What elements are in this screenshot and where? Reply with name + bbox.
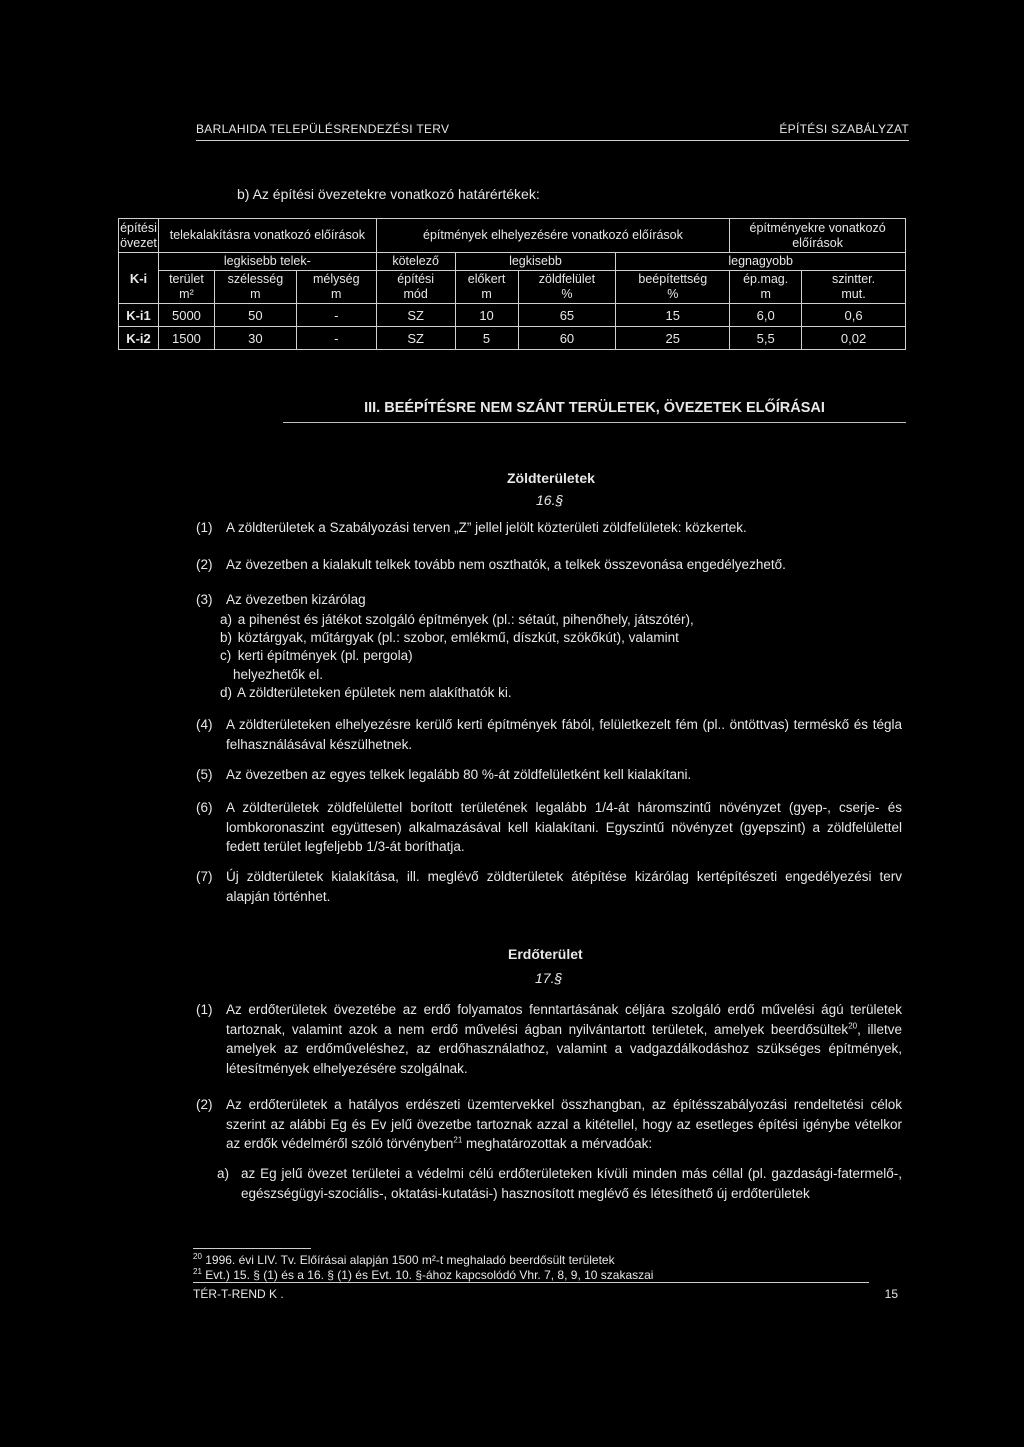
header-right: ÉPÍTÉSI SZABÁLYZAT xyxy=(779,122,909,136)
zold-point-7: (7) Új zöldterületek kialakítása, ill. meglévő zöldterületek átépítése kizárólag kertépítészeti engedélyezési terv alapján történhet. xyxy=(196,869,902,904)
erdo-paragraph-number: 17.§ xyxy=(535,970,563,986)
zold-point-4: (4) A zöldterületeken elhelyezésre kerülő kerti építmények fából, felületkezelt fém (pl.. öntöttvas) terméskő és tégla felhasználásával készülhetnek. xyxy=(196,717,902,752)
footnote-separator xyxy=(193,1248,311,1249)
zold-point-2: (2) Az övezetben a kialakult telkek tovább nem oszthatók, a telkek összevonása engedélyezhető. xyxy=(196,557,786,572)
footer-left: TÉR-T-REND K . xyxy=(193,1287,284,1301)
col-header: előkert m xyxy=(455,271,518,304)
zone-code: K-i xyxy=(119,253,159,304)
col-header: szélesség m xyxy=(214,271,296,304)
col-header: szintter. mut. xyxy=(802,271,906,304)
zold-point-3c: c) kerti építmények (pl. pergola) xyxy=(220,648,413,663)
page-number: 15 xyxy=(884,1287,898,1301)
page-footer xyxy=(193,1287,898,1301)
erdo-point-2a: a) az Eg jelű övezet területei a védelmi célú erdőterületeken kívüli minden más céllal (pl. gazdasági-fatermelő-, egészségügyi-szociális-, oktatási-kutatási-) hasznosított meglévő és létesíthető új erdőterületek xyxy=(217,1166,902,1201)
zone-header: építési övezet xyxy=(119,219,159,253)
zold-point-5: (5) Az övezetben az egyes telkek legalább 80 %-át zöldfelületként kell kialakítani. xyxy=(196,767,692,782)
sub-legnagyobb: legnagyobb xyxy=(616,253,906,271)
zold-point-3a: a) a pihenést és játékot szolgáló építmények (pl.: sétaút, pihenőhely, játszótér), xyxy=(220,612,694,627)
zold-point-1: (1) A zöldterületek a Szabályozási terven „Z” jellel jelölt közterületi zöldfelületek: közkertek. xyxy=(196,520,747,535)
zold-point-3b: b) köztárgyak, műtárgyak (pl.: szobor, emlékmű, díszkút, szökőkút), valamint xyxy=(220,630,679,645)
erdo-point-1: (1) Az erdőterületek övezetébe az erdő folyamatos fenntartásának céljára szolgáló erdő művelési ágú területek tartoznak, valamint azok a nem erdő művelési ágban nyilvántartott területek, amelyek beerdősültek$^{20}$, illetve amelyek az erdőműveléshez, az erdőhasználathoz, valamint a vadgazdálkodáshoz szükséges építmények, létesítmények elhelyezésére szolgálnak. xyxy=(196,1002,902,1076)
section-heading: III. BEÉPÍTÉSRE NEM SZÁNT TERÜLETEK, ÖVEZETEK ELŐÍRÁSAI xyxy=(283,400,906,423)
col-header: mélység m xyxy=(296,271,376,304)
zold-paragraph-number: 16.§ xyxy=(536,492,564,508)
group-epitmeny: építményekre vonatkozó előírások xyxy=(730,219,906,253)
zold-point-3: (3) Az övezetben kizárólag xyxy=(196,592,366,607)
table-row: K-i2 1500 30 - SZ 5 60 25 5,5 0,02 xyxy=(119,327,906,350)
erdo-title: Erdőterület xyxy=(508,946,583,962)
zold-point-3d: d) A zöldterületeken épületek nem alakíthatók ki. xyxy=(220,685,512,700)
zold-point-3-closing: helyezhetők el. xyxy=(233,667,324,682)
table-row: K-i1 5000 50 - SZ 10 65 15 6,0 0,6 xyxy=(119,304,906,327)
col-header: terület m² xyxy=(158,271,214,304)
erdo-point-2: (2) Az erdőterületek a hatályos erdészeti üzemtervekkel összhangban, az építésszabályozási rendeltetési célok szerint az alábbi Eg és Ev jelű övezetbe tartoznak azzal a kitétellel, hogy az esetleges építési igénybe vételkor az erdők védelméről szóló törvényben$^{21}$ meghatározottak a mérvadóak: xyxy=(196,1097,902,1151)
table-intro: b) Az építési övezetekre vonatkozó határértékek: xyxy=(237,186,540,202)
page-header xyxy=(196,120,909,141)
group-telek: telekalakításra vonatkozó előírások xyxy=(158,219,376,253)
footnote-20: $^{20}$ 1996. évi LIV. Tv. Előírásai alapján 1500 m²-t meghaladó beerdősült területek xyxy=(193,1252,615,1267)
sub-legkisebb: legkisebb xyxy=(455,253,616,271)
col-header: építési mód xyxy=(376,271,455,304)
header-left: BARLAHIDA TELEPÜLÉSRENDEZÉSI TERV xyxy=(196,122,450,136)
sub-legkisebb-telek: legkisebb telek- xyxy=(158,253,376,271)
zold-title: Zöldterületek xyxy=(507,470,595,486)
col-header: ép.mag. m xyxy=(730,271,802,304)
limits-table xyxy=(118,218,906,350)
footnote-21: $^{21}$ Evt.) 15. § (1) és a 16. § (1) és Evt. 10. §-ához kapcsolódó Vhr. 7, 8, 9, 10 szakaszai xyxy=(193,1267,654,1282)
footer-rule xyxy=(193,1282,869,1283)
col-header: beépítettség % xyxy=(616,271,730,304)
group-elhelyezes: építmények elhelyezésére vonatkozó előírások xyxy=(376,219,730,253)
sub-kotelezo: kötelező xyxy=(376,253,455,271)
col-header: zöldfelület % xyxy=(518,271,616,304)
zold-point-6: (6) A zöldterületek zöldfelülettel borított területének legalább 1/4-át háromszintű növényzet (gyep-, cserje- és lombkoronaszint együttesen) alkalmazásával kell kialakítani. Egyszintű növényzet (gyepszint) a zöldfelülettel fedett terület legfeljebb 1/3-át boríthatja. xyxy=(196,800,902,854)
